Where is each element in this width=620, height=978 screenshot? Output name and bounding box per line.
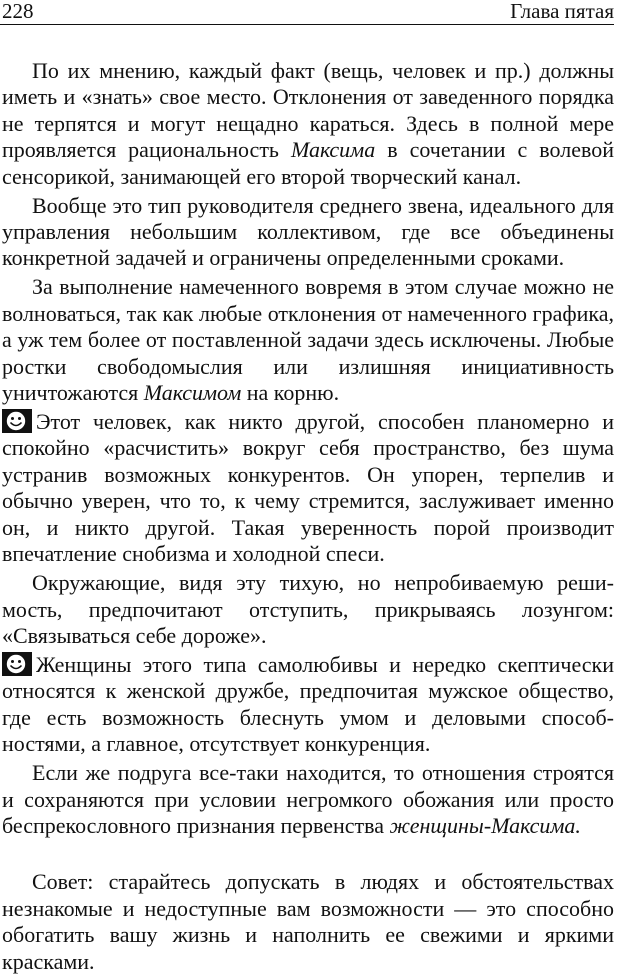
body-text — [2, 58, 614, 978]
header-rule — [0, 24, 614, 25]
paragraph-text: Вообще это тип руководителя среднего звена, идеального для управления небольшим коллективом, где все объединены конкретной задачей и ограничены определенными сроками. — [2, 192, 614, 271]
paragraph — [2, 570, 614, 649]
smiley-icon — [2, 409, 32, 433]
paragraph-text: на корню. — [241, 380, 340, 406]
paragraph — [2, 409, 614, 567]
paragraph-text: Окружающие, видя эту тихую, но непробиваемую решимость, предпочитают отступить, прикрываясь лозунгом: «Связываться себе дороже». — [2, 570, 614, 648]
page-number: 228 — [2, 0, 34, 23]
paragraph-text: в сочетании с волевой сенсорикой, занимающей его второй творческий канал. — [2, 137, 614, 189]
italic-term: женщины-Максима. — [389, 812, 581, 838]
italic-term: Максима — [290, 137, 376, 163]
page-header — [0, 0, 614, 26]
paragraph — [2, 193, 614, 272]
smiley-icon — [2, 652, 32, 676]
running-title: Глава пятая — [510, 0, 614, 23]
advice-paragraph — [2, 869, 614, 975]
italic-term: Максимом — [143, 380, 242, 406]
advice-text: Совет: старайтесь допускать в людях и обстоятельствах незнакомые и недоступные вам возможности — это способно обогатить вашу жизнь и наполнить ее свежими и яркими красками. — [2, 869, 614, 974]
paragraph-text: За выполнение намеченного вовремя в этом случае можно не волноваться, так как любые отклонения от намеченного графика, а уж тем более от поставленной задачи здесь исключены. Любые ростки свободомыслия или излишняя инициативность уничтожаются — [2, 274, 614, 406]
paragraph — [2, 760, 614, 839]
paragraph-text: Если же подруга все-таки находится, то отношения строятся и сохраняются при условии негромкого обожания или просто беспрекословного признания первенства — [2, 760, 614, 838]
paragraph-text: По их мнению, каждый факт (вещь, человек и пр.) должны иметь и «знать» свое место. Отклонения от заведенного порядка не терпятся и могут нещадно караться. Здесь в полной мере проявляется рациональность — [2, 58, 614, 163]
paragraph — [2, 58, 614, 190]
paragraph-text: Женщины этого типа самолюбивы и нередко скептически относятся к женской дружбе, предпочитая мужское общество, где есть возможность блеснуть умом и деловыми способностями, а главное, отсутствует конкуренция. — [2, 651, 614, 757]
paragraph — [2, 652, 614, 758]
paragraph-text: Этот человек, как никто другой, способен планомерно и спокойно «расчистить» вокруг себя пространство, без шума устранив возможных конкурентов. Он упорен, терпелив и обычно уверен, что то, к чему стремится, заслуживает именно он, и никто другой. Такая уверенность порой производит впечатление снобизма и холодной спеси. — [2, 409, 614, 567]
paragraph — [2, 274, 614, 406]
